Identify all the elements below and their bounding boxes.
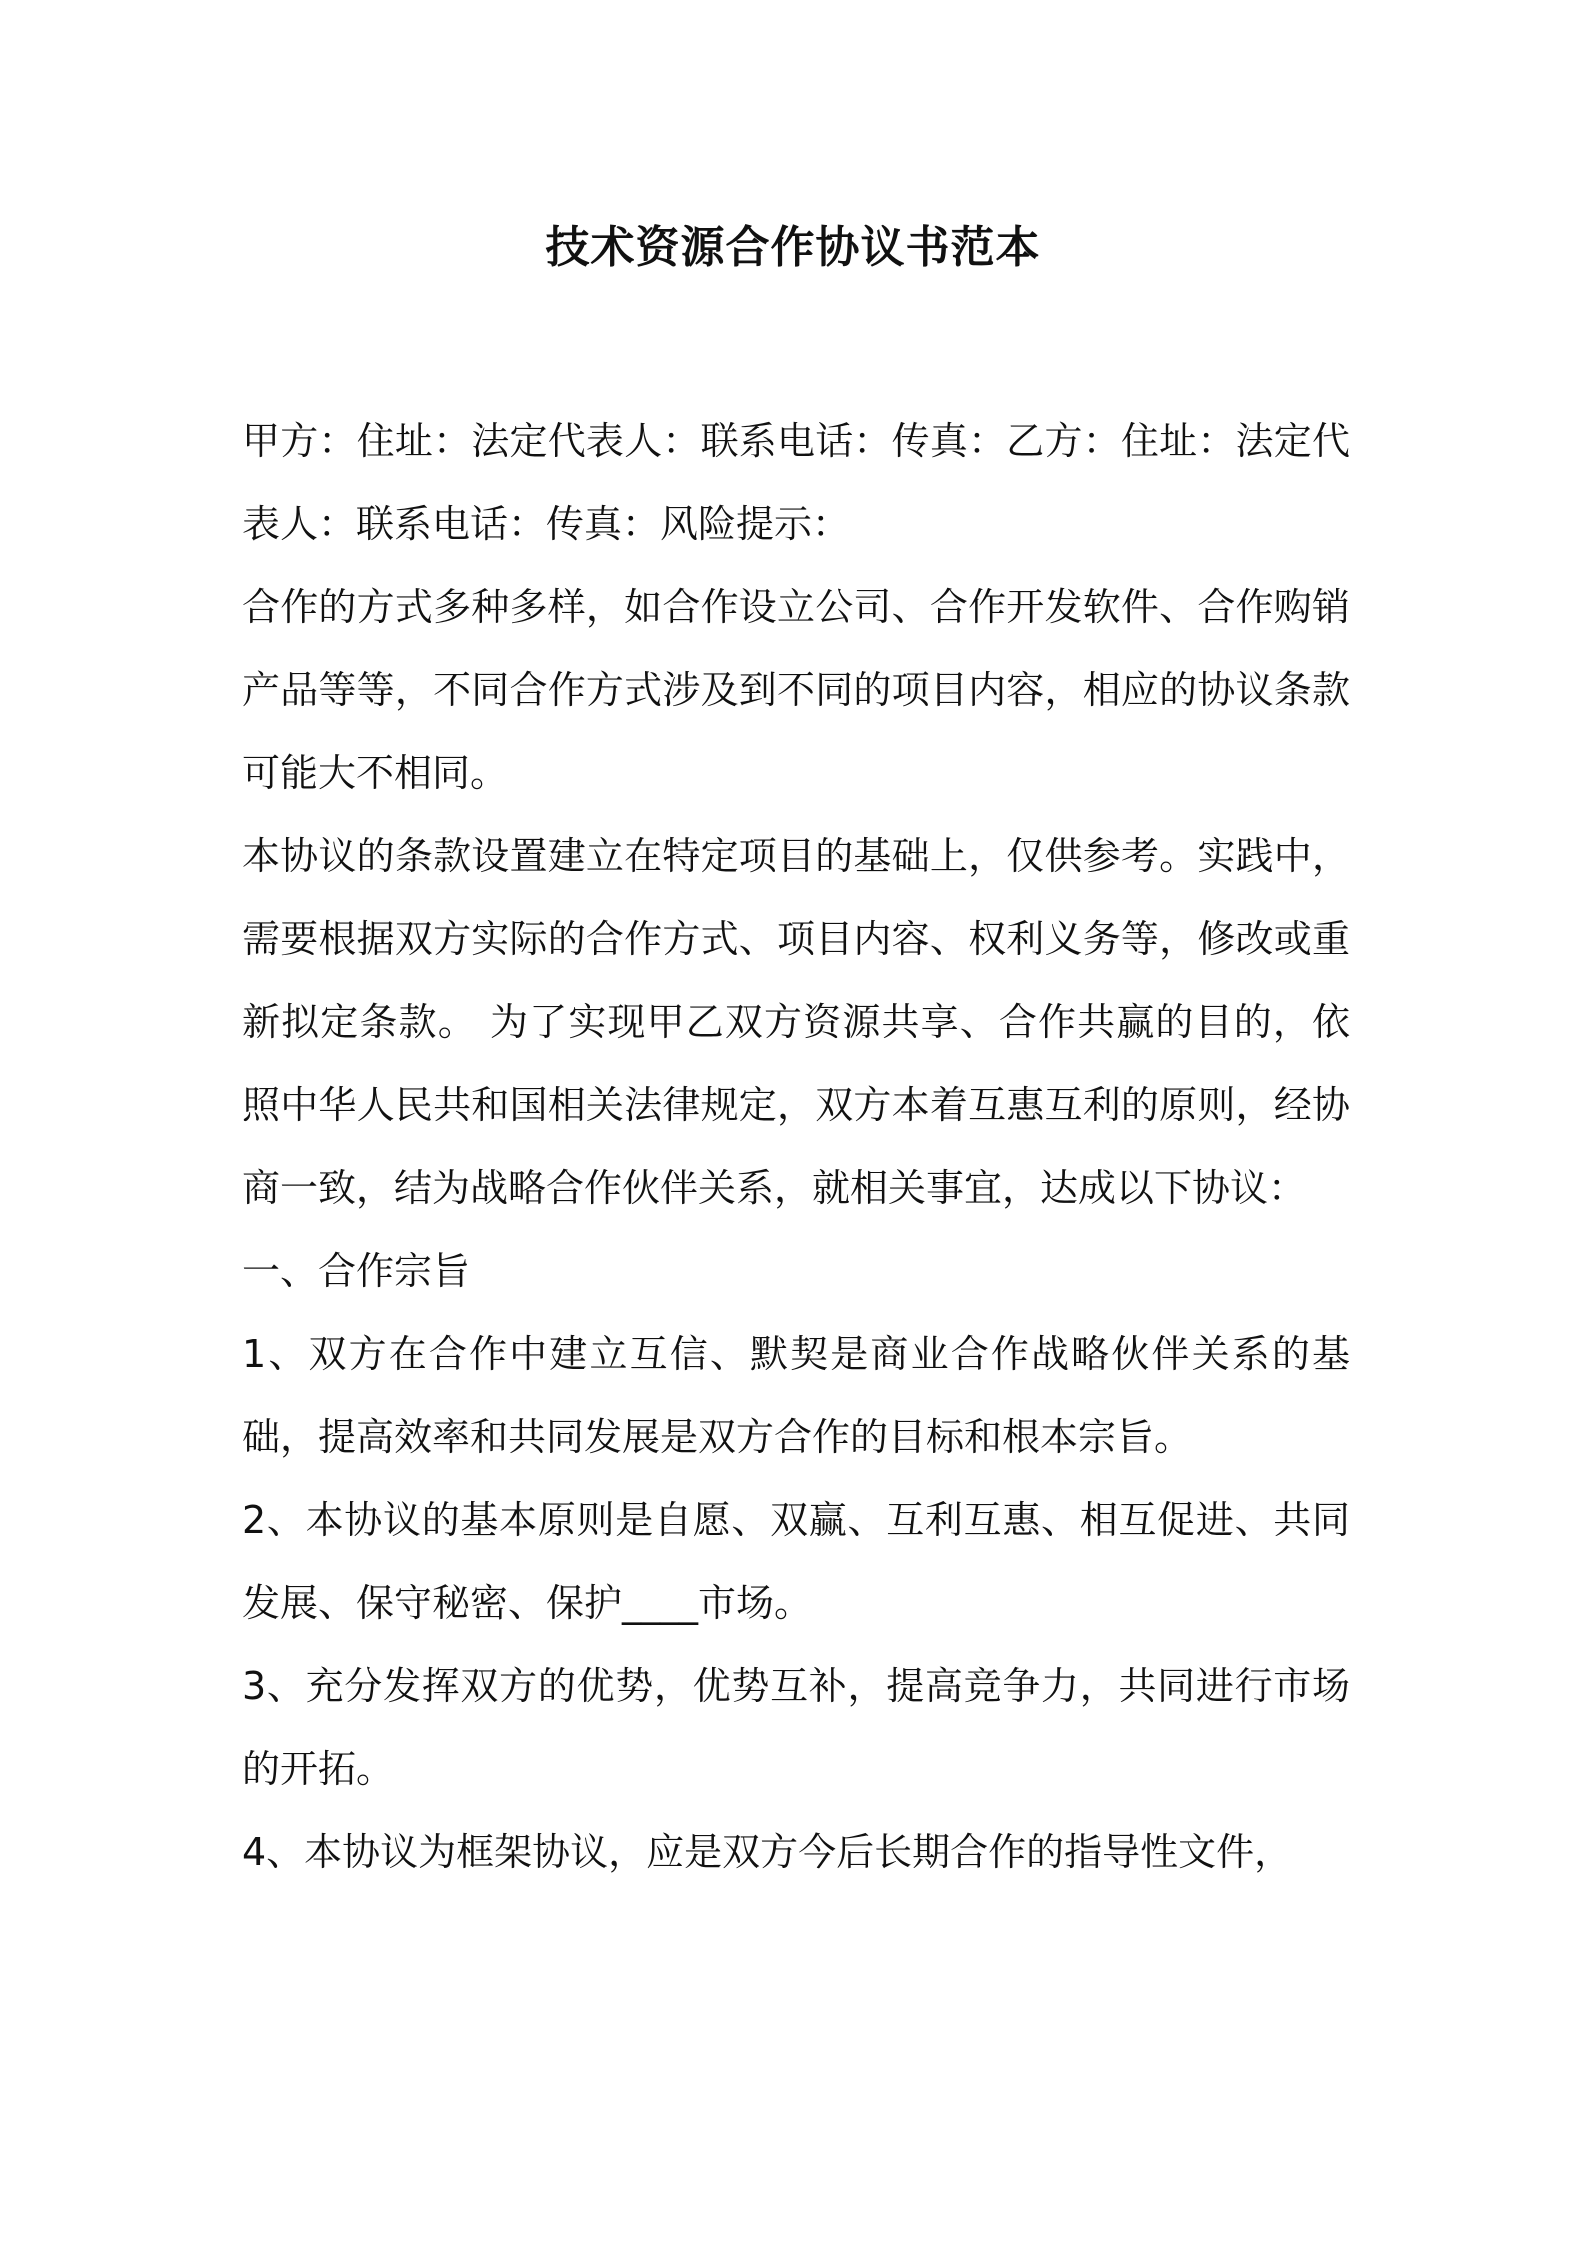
document-title: 技术资源合作协议书范本 — [545, 222, 1041, 273]
section-heading: 一、合作宗旨 — [242, 1249, 471, 1293]
document-body — [242, 400, 1350, 1894]
risk-note-paragraph: 合作的方式多种多样，如合作设立公司、合作开发软件、合作购销产品等等，不同合作方式涉及到不同的项目内容，相应的协议条款可能大不相同。 — [242, 585, 1350, 795]
preamble-paragraph: 本协议的条款设置建立在特定项目的基础上，仅供参考。实践中，需要根据双方实际的合作方式、项目内容、权利义务等，修改或重新拟定条款。 为了实现甲乙双方资源共享、合作共赢的目的，依照中华人民共和国相关法律规定，双方本着互惠互利的原则，经协商一致，结为战略合作伙伴关系，就相关事宜，达成以下协议： — [242, 834, 1350, 1210]
clause-2: 2、本协议的基本原则是自愿、双赢、互利互惠、相互促进、共同发展、保守秘密、保护____市场。 — [242, 1498, 1350, 1625]
clause-3: 3、充分发挥双方的优势，优势互补，提高竞争力，共同进行市场的开拓。 — [242, 1664, 1350, 1791]
clause-4: 4、本协议为框架协议，应是双方今后长期合作的指导性文件， — [242, 1830, 1293, 1874]
clause-1: 1、双方在合作中建立互信、默契是商业合作战略伙伴关系的基础，提高效率和共同发展是双方合作的目标和根本宗旨。 — [242, 1332, 1350, 1459]
party-info-paragraph: 甲方：住址：法定代表人：联系电话：传真：乙方：住址：法定代表人：联系电话：传真：风险提示： — [242, 419, 1350, 546]
